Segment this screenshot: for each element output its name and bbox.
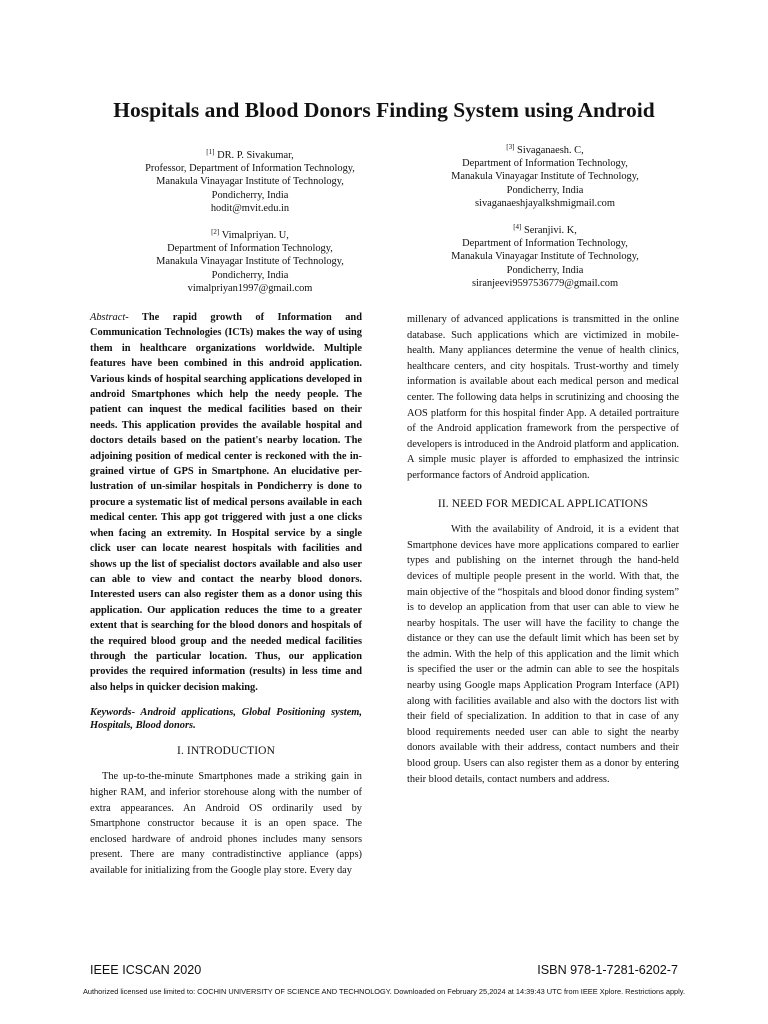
author-location: Pondicherry, India [211,189,289,201]
author-block-3 [400,141,690,210]
author-location: Pondicherry, India [506,184,584,196]
author-name: DR. P. Sivakumar, [217,150,294,161]
author-name-line [400,221,690,237]
author-affiliation: Department of Information Technology, [167,243,333,255]
author-name-line [400,141,690,157]
author-institute: Manakula Vinayagar Institute of Technology, [156,256,344,268]
left-column [90,310,362,879]
isbn: ISBN 978-1-7281-6202-7 [537,963,678,977]
author-number: [4] [513,223,522,231]
author-name-line [95,146,405,162]
abstract-lead: Abstract- [90,312,129,323]
author-block-2 [95,226,405,295]
author-email: hodit@mvit.edu.in [210,202,290,214]
right-column [407,312,679,787]
keywords [90,707,362,732]
section-heading-need: II. NEED FOR MEDICAL APPLICATIONS [437,497,649,510]
author-block-4 [400,221,690,290]
abstract-body: The rapid growth of Information and Communication Technologies (ICTs) makes the way of using them in healthcare organizations worldwide. Multiple features have been combined in this android application. Various kinds of hospital searching applications developed in android Smartphones which help the needy people. The patient can inquest the medical facilities based on their needs. This application provides the available hospital and doctors details based on the patient's nearby location. The adjoining position of medical center is reckoned with the in-grained virtue of GPS in Smartphone. An elucidative per-lustration of un-similar hospitals in Pondicherry is done to procure a systematic list of medical persons available in each medical center. This app got triggered with just a one clicks when facing an extremity. In Hospital service by a single click user can locate nearest hospitals with facilities and shows up the list of specialist doctors available and also user can able to view and contact the nearby blood donors. Interested users can also register them as a donor using this application. Our application reduces the time to a greater extent that is searching for the blood donors and hospitals of the required blood group and the needed medical facilities through the particular location. Thus, our application provides the required information (results) in less time and also helps in quicker decision making. [90,312,362,693]
author-number: [1] [206,148,215,156]
author-name: Sivaganaesh. C, [517,145,584,156]
section-heading-introduction: I. INTRODUCTION [177,744,275,757]
author-name-line [95,226,405,242]
author-name: Vimalpriyan. U, [221,230,289,241]
need-paragraph-1: With the availability of Android, it is a evident that Smartphone devices have more applications compared to earlier types and publishing on the internet through the hand-held devices of multiple people present in the world. With that, the main objective of the “hospitals and blood donor finding system” is to develop an application from that user can able to view he nearby hospitals. The user will have the facility to change the distance or they can use the default limit which has been set by the admin. With the help of this application and the limit which is specified the user or the admin can able to see the hospitals nearby using Google maps Application Program Interface (API) along with facilities available and also with the doctors list with their field of specialization. In addition to that in case of any blood requirements needed user can able to sight the nearby donors available with their address, contact numbers and their blood group. Users can also register them as a donor by entering their blood details, contact numbers and address. [407,524,679,785]
paper-title: Hospitals and Blood Donors Finding System using Android [113,98,655,122]
author-institute: Manakula Vinayagar Institute of Technology, [451,171,639,183]
author-affiliation: Professor, Department of Information Technology, [145,163,355,175]
keywords-body: Android applications, Global Positioning system, Hospitals, Blood donors. [90,707,362,731]
author-number: [2] [211,228,220,236]
author-location: Pondicherry, India [211,269,289,281]
conference-name: IEEE ICSCAN 2020 [90,963,202,977]
author-email: vimalpriyan1997@gmail.com [187,282,313,294]
author-institute: Manakula Vinayagar Institute of Technology, [451,251,639,263]
introduction-paragraph-2: millenary of advanced applications is transmitted in the online database. Such applications which are victimized in mobile-health. Many appliances determine the venue of health clinics, healthcare centers, and city hospitals. Trust-worthy and timely information is available about each medical person and medical center. The following data helps in scrutinizing and choosing the AOS platform for this hospital finder App. A detailed portraiture of the Android application framework from the perspective of developers is introduced in the Android platform and application. A simple music player is afforded to emphasized the intrinsic performance factors of Android application. [407,314,679,481]
author-location: Pondicherry, India [506,264,584,276]
abstract [90,310,362,695]
keywords-lead: Keywords- [90,707,136,719]
author-block-1 [95,146,405,215]
author-number: [3] [506,143,515,151]
author-email: siranjeevi9597536779@gmail.com [471,277,619,289]
author-name: Seranjivi. K, [523,225,577,236]
author-email: sivaganaeshjayalkshmigmail.com [475,197,615,209]
author-affiliation: Department of Information Technology, [462,158,628,170]
author-affiliation: Department of Information Technology, [462,238,628,250]
introduction-paragraph-1: The up-to-the-minute Smartphones made a striking gain in higher RAM, and inferior storehouse along with the number of extra appearances. An Android OS ordinarily used by Smartphone constructor because it is an open space. The enclosed hardware of android phones includes many sensors present. There are many contradistinctive appliance (apps) available for initializing from the Google play store. Every day [90,771,362,876]
author-institute: Manakula Vinayagar Institute of Technology, [156,176,344,188]
license-notice: Authorized licensed use limited to: COCHIN UNIVERSITY OF SCIENCE AND TECHNOLOGY. Downloaded on February 25,2024 at 14:39:43 UTC from IEEE Xplore. Restrictions apply. [82,987,686,996]
